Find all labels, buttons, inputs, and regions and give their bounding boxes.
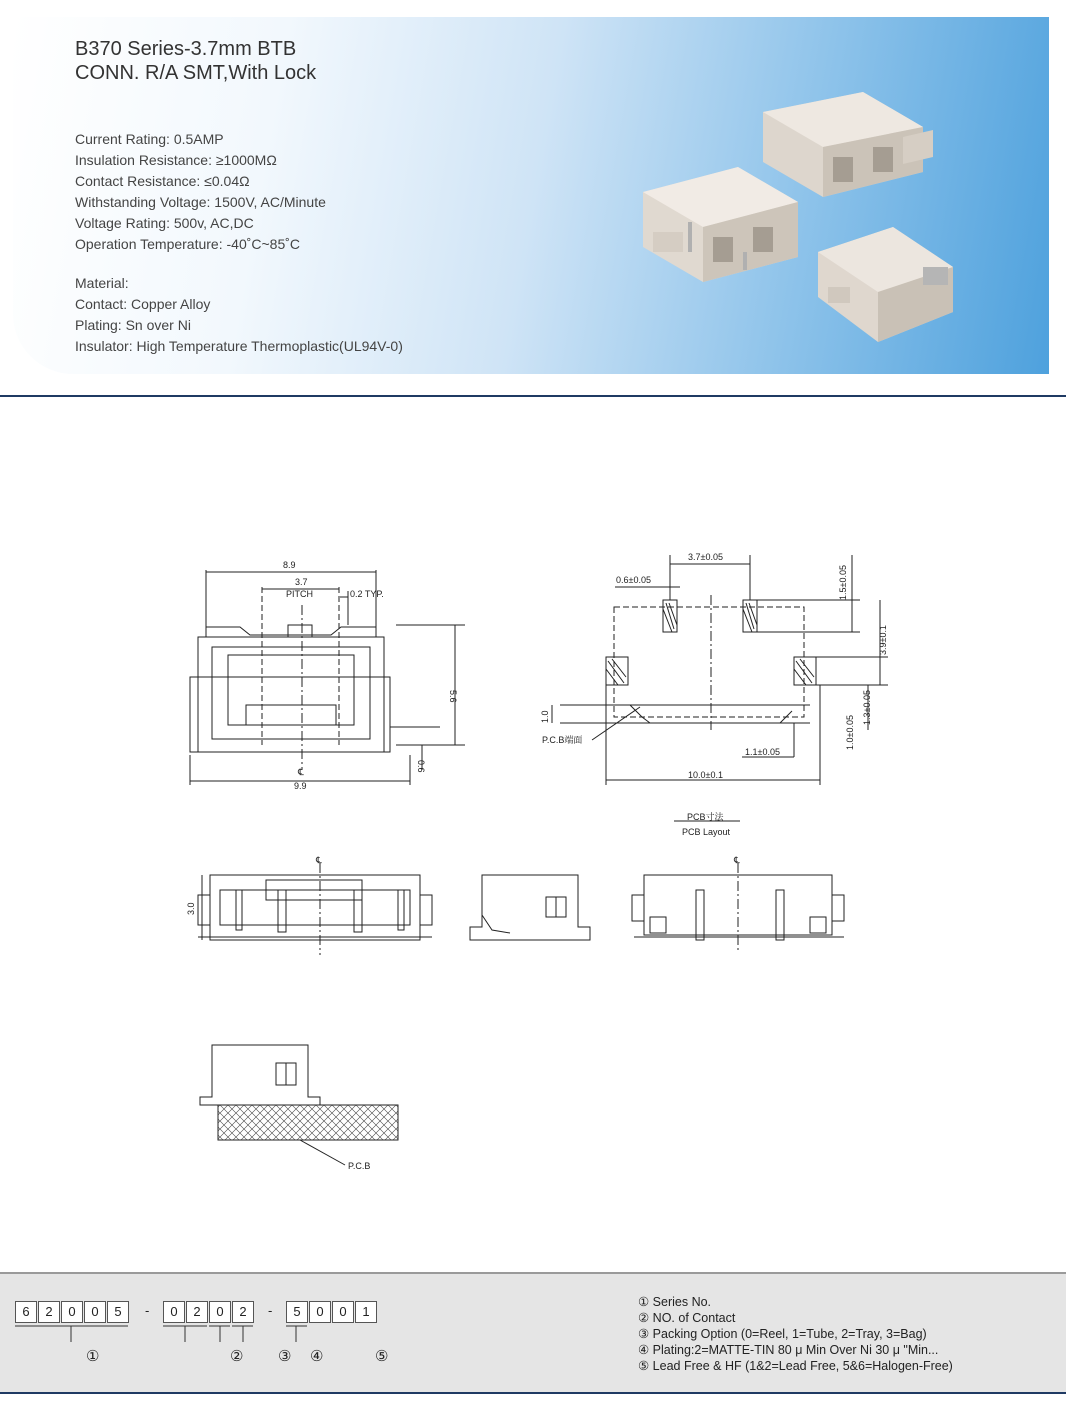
- dim-height: 5.6: [448, 690, 458, 703]
- dim-total-visible: 9.9: [294, 781, 307, 791]
- part-number-panel: [0, 1272, 1066, 1394]
- title-line-1: B370 Series-3.7mm BTB: [75, 38, 297, 60]
- dim-bottom-1: 1.1±0.05: [745, 747, 780, 757]
- pn-digit: 5: [107, 1301, 129, 1323]
- pn-digit: 1: [355, 1301, 377, 1323]
- pn-marker-1: ①: [86, 1347, 100, 1365]
- pn-marker-3: ③: [278, 1347, 292, 1365]
- material-item: Plating: Sn over Ni: [75, 317, 191, 333]
- mount-pcb-label: P.C.B: [348, 1161, 371, 1171]
- dim-pcb-pitch: 3.7±0.05: [688, 552, 723, 562]
- header-banner: [13, 17, 1049, 374]
- pn-marker-4: ④: [310, 1347, 324, 1365]
- pn-digit: 0: [84, 1301, 106, 1323]
- pn-legend: [638, 1294, 953, 1374]
- legend-item: ① Series No.: [638, 1295, 712, 1309]
- legend-item: ④ Plating:2=MATTE-TIN 80 μ Min Over Ni 30 μ "Min...: [638, 1343, 939, 1357]
- legend-item: ② NO. of Contact: [638, 1311, 736, 1325]
- connector-left: [643, 167, 798, 282]
- pn-marker-2: ②: [230, 1347, 244, 1365]
- connector-right: [818, 227, 953, 342]
- pn-digit: 2: [186, 1301, 208, 1323]
- spec-item: Contact Resistance: ≤0.04Ω: [75, 173, 250, 189]
- spec-item: Current Rating: 0.5AMP: [75, 131, 224, 147]
- pn-digit: 6: [15, 1301, 37, 1323]
- connector-top: [763, 92, 933, 197]
- bottom-views: [198, 863, 844, 955]
- title-line-2: CONN. R/A SMT,With Lock: [75, 62, 317, 84]
- spec-list: [75, 129, 326, 255]
- pn-digit: 0: [309, 1301, 331, 1323]
- dim-view-height: 3.0: [186, 902, 196, 915]
- center-mark: ℄: [298, 767, 304, 777]
- dim-pitch-label: PITCH: [286, 589, 313, 599]
- legend-item: ③ Packing Option (0=Reel, 1=Tube, 2=Tray, 3=Bag): [638, 1327, 927, 1341]
- pn-digit: 0: [163, 1301, 185, 1323]
- spec-item: Withstanding Voltage: 1500V, AC/Minute: [75, 194, 326, 210]
- page-title: [75, 37, 316, 85]
- material-item: Material:: [75, 275, 129, 291]
- mounted-view: [200, 1045, 398, 1165]
- dim-width: 8.9: [283, 560, 296, 570]
- pn-digit: 2: [38, 1301, 60, 1323]
- dim-right-4: 1.0±0.05: [845, 715, 855, 750]
- front-view: [190, 570, 465, 785]
- dim-bottom-2: 10.0±0.1: [688, 770, 723, 780]
- pn-dash: -: [268, 1303, 273, 1318]
- pn-digit: 0: [61, 1301, 83, 1323]
- header-divider: [0, 395, 1066, 397]
- material-item: Insulator: High Temperature Thermoplastic(UL94V-0): [75, 338, 403, 354]
- product-photo: [633, 72, 963, 362]
- pn-digit: 0: [209, 1301, 231, 1323]
- dim-pcb-pad: 0.6±0.05: [616, 575, 651, 585]
- center-mark-right: ℄: [734, 855, 740, 865]
- spec-item: Voltage Rating: 500v, AC,DC: [75, 215, 254, 231]
- pn-dash: -: [145, 1303, 150, 1318]
- material-item: Contact: Copper Alloy: [75, 296, 211, 312]
- dim-right-1: 1.5±0.05: [838, 565, 848, 600]
- dim-pin: 0.2 TYP.: [350, 589, 384, 599]
- spec-item: Insulation Resistance: ≥1000MΩ: [75, 152, 277, 168]
- pcb-caption-en: PCB Layout: [682, 827, 731, 837]
- dim-right-2: 3.9±0.1: [878, 625, 888, 655]
- dim-left: 1.0: [540, 710, 550, 723]
- legend-item: ⑤ Lead Free & HF (1&2=Lead Free, 5&6=Halogen-Free): [638, 1359, 953, 1373]
- material-list: [75, 273, 403, 357]
- dim-right-3: 1.3±0.05: [862, 690, 872, 725]
- dim-base: 0.6: [416, 760, 426, 773]
- spec-item: Operation Temperature: -40˚C~85˚C: [75, 236, 301, 252]
- pn-bracket-lines: [0, 1274, 400, 1392]
- center-mark-bottom: ℄: [316, 855, 322, 865]
- pcb-caption-cn: PCB寸法: [687, 812, 724, 822]
- technical-drawings: [180, 545, 900, 1195]
- pn-marker-5: ⑤: [375, 1347, 389, 1365]
- dim-pitch-value: 3.7: [295, 577, 308, 587]
- pn-digit: 2: [232, 1301, 254, 1323]
- pcb-edge-label: P.C.B端面: [542, 735, 583, 745]
- pn-digit: 0: [332, 1301, 354, 1323]
- pn-digit: 5: [286, 1301, 308, 1323]
